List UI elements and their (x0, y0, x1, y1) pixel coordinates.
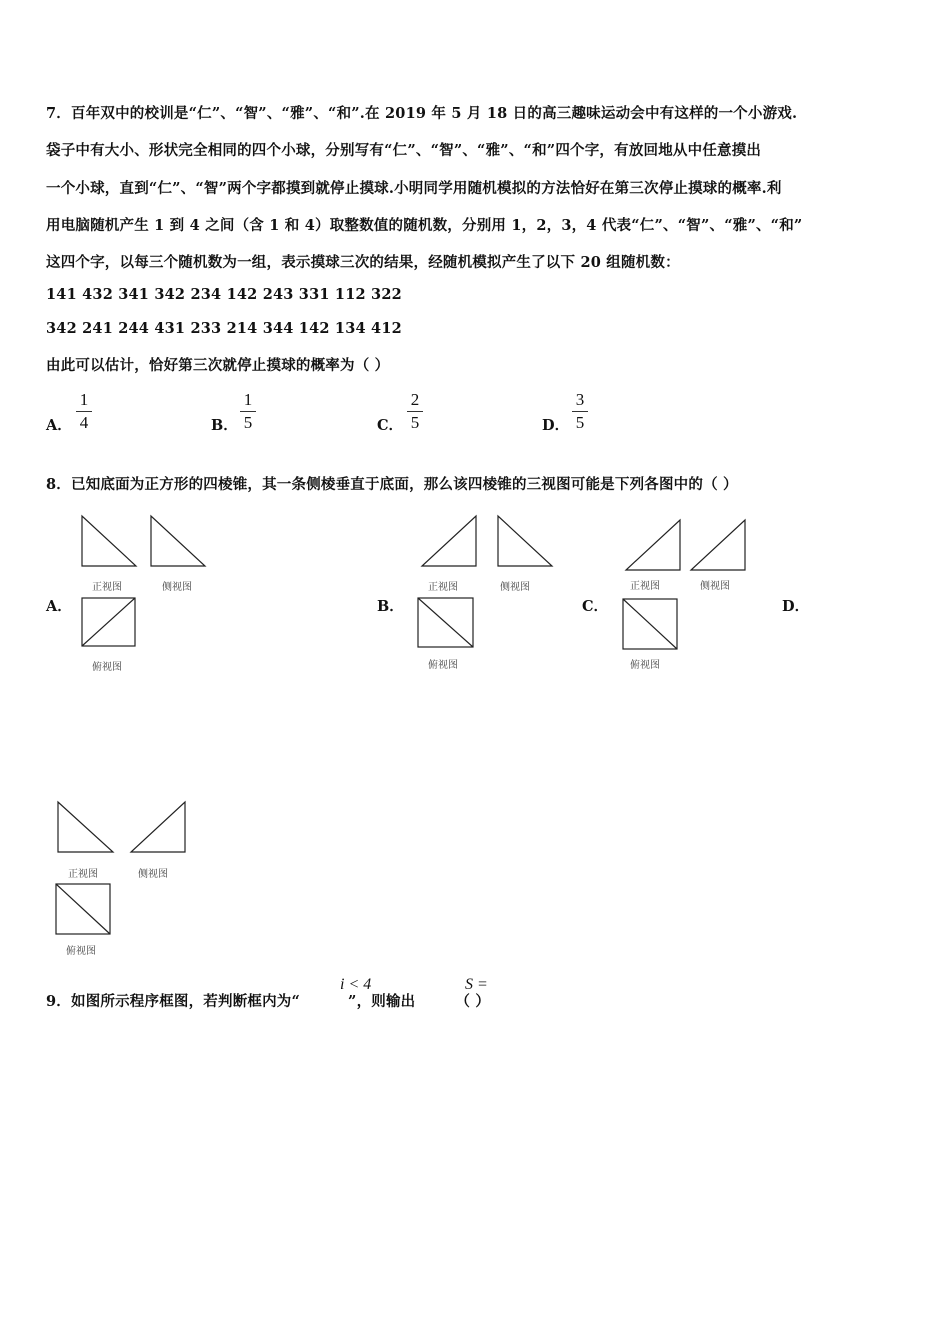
option-label: B． (211, 417, 238, 434)
option-label: D． (542, 417, 570, 434)
q7-line-2: 袋子中有大小、形状完全相同的四个小球，分别写有“仁”、“智”、“雅”、“和”四个字，有放回地从中任意摸出 (46, 142, 762, 159)
q8-option-b-label: B． (377, 598, 404, 615)
side-view-label: 侧视图 (162, 582, 192, 593)
q9-stem-part-3: （ ） (455, 993, 491, 1010)
option-label: C． (377, 417, 404, 434)
q8-option-d-label: D． (782, 598, 810, 615)
option-label: A． (46, 417, 72, 434)
q8-option-a-label: A． (46, 598, 72, 615)
fraction-denominator: 5 (410, 413, 420, 432)
q8-option-d-figure (56, 802, 185, 934)
top-view-diagonal (56, 884, 110, 934)
q9-stem-part-2: ”，则输出 (348, 993, 416, 1010)
q9-stem (46, 990, 490, 1011)
front-view-triangle (626, 520, 680, 570)
front-view-triangle (58, 802, 113, 852)
top-view-label: 俯视图 (428, 660, 458, 671)
q9-condition-formula: i < 4 (340, 976, 372, 993)
side-view-triangle (151, 516, 205, 566)
fraction-numerator: 2 (410, 390, 420, 409)
front-view-label: 正视图 (428, 582, 458, 593)
side-view-triangle (691, 520, 745, 570)
q9-stem-part-1: 9．如图所示程序框图，若判断框内为“ (46, 993, 301, 1010)
q7-random-row-1: 141 432 341 342 234 142 243 331 112 322 (46, 286, 402, 303)
q7-line-5: 这四个字，以每三个随机数为一组，表示摸球三次的结果，经随机模拟产生了以下 20 组随机数： (46, 254, 680, 271)
side-view-triangle (131, 802, 185, 852)
fraction-numerator: 1 (79, 390, 89, 409)
q7-line-3: 一个小球，直到“仁”、“智”两个字都摸到就停止摸球.小明同学用随机模拟的方法恰好在第三次停止摸球的概率.利 (46, 180, 782, 197)
front-view-triangle (82, 516, 136, 566)
front-view-label: 正视图 (630, 581, 660, 592)
fraction-denominator: 4 (79, 413, 89, 432)
q8-option-c-label: C． (582, 598, 609, 615)
side-view-label: 侧视图 (700, 581, 730, 592)
top-view-label: 俯视图 (66, 946, 96, 957)
fraction-denominator: 5 (243, 413, 253, 432)
fraction-numerator: 1 (243, 390, 253, 409)
q7-question: 由此可以估计，恰好第三次就停止摸球的概率为（ ） (46, 357, 390, 374)
q7-random-row-2: 342 241 244 431 233 214 344 142 134 412 (46, 320, 402, 337)
top-view-diagonal (623, 599, 677, 649)
q8-stem: 8．已知底面为正方形的四棱锥，其一条侧棱垂直于底面，那么该四棱锥的三视图可能是下列各图中的（ ） (46, 476, 738, 493)
top-view-diagonal (82, 598, 135, 646)
top-view-label: 俯视图 (92, 662, 122, 673)
front-view-label: 正视图 (68, 869, 98, 880)
front-view-label: 正视图 (92, 582, 122, 593)
q7-line-1: 7．百年双中的校训是“仁”、“智”、“雅”、“和”.在 2019 年 5 月 18 日的高三趣味运动会中有这样的一个小游戏. (46, 105, 798, 122)
side-view-label: 侧视图 (138, 869, 168, 880)
top-view-label: 俯视图 (630, 660, 660, 671)
top-view-diagonal (418, 598, 473, 647)
side-view-triangle (498, 516, 552, 566)
fraction-denominator: 5 (575, 413, 585, 432)
front-view-triangle (422, 516, 476, 566)
q9-output-formula: S = (465, 976, 488, 993)
fraction-numerator: 3 (575, 390, 585, 409)
side-view-label: 侧视图 (500, 582, 530, 593)
q7-line-4: 用电脑随机产生 1 到 4 之间（含 1 和 4）取整数值的随机数，分别用 1，2，3，4 代表“仁”、“智”、“雅”、“和” (46, 217, 803, 234)
